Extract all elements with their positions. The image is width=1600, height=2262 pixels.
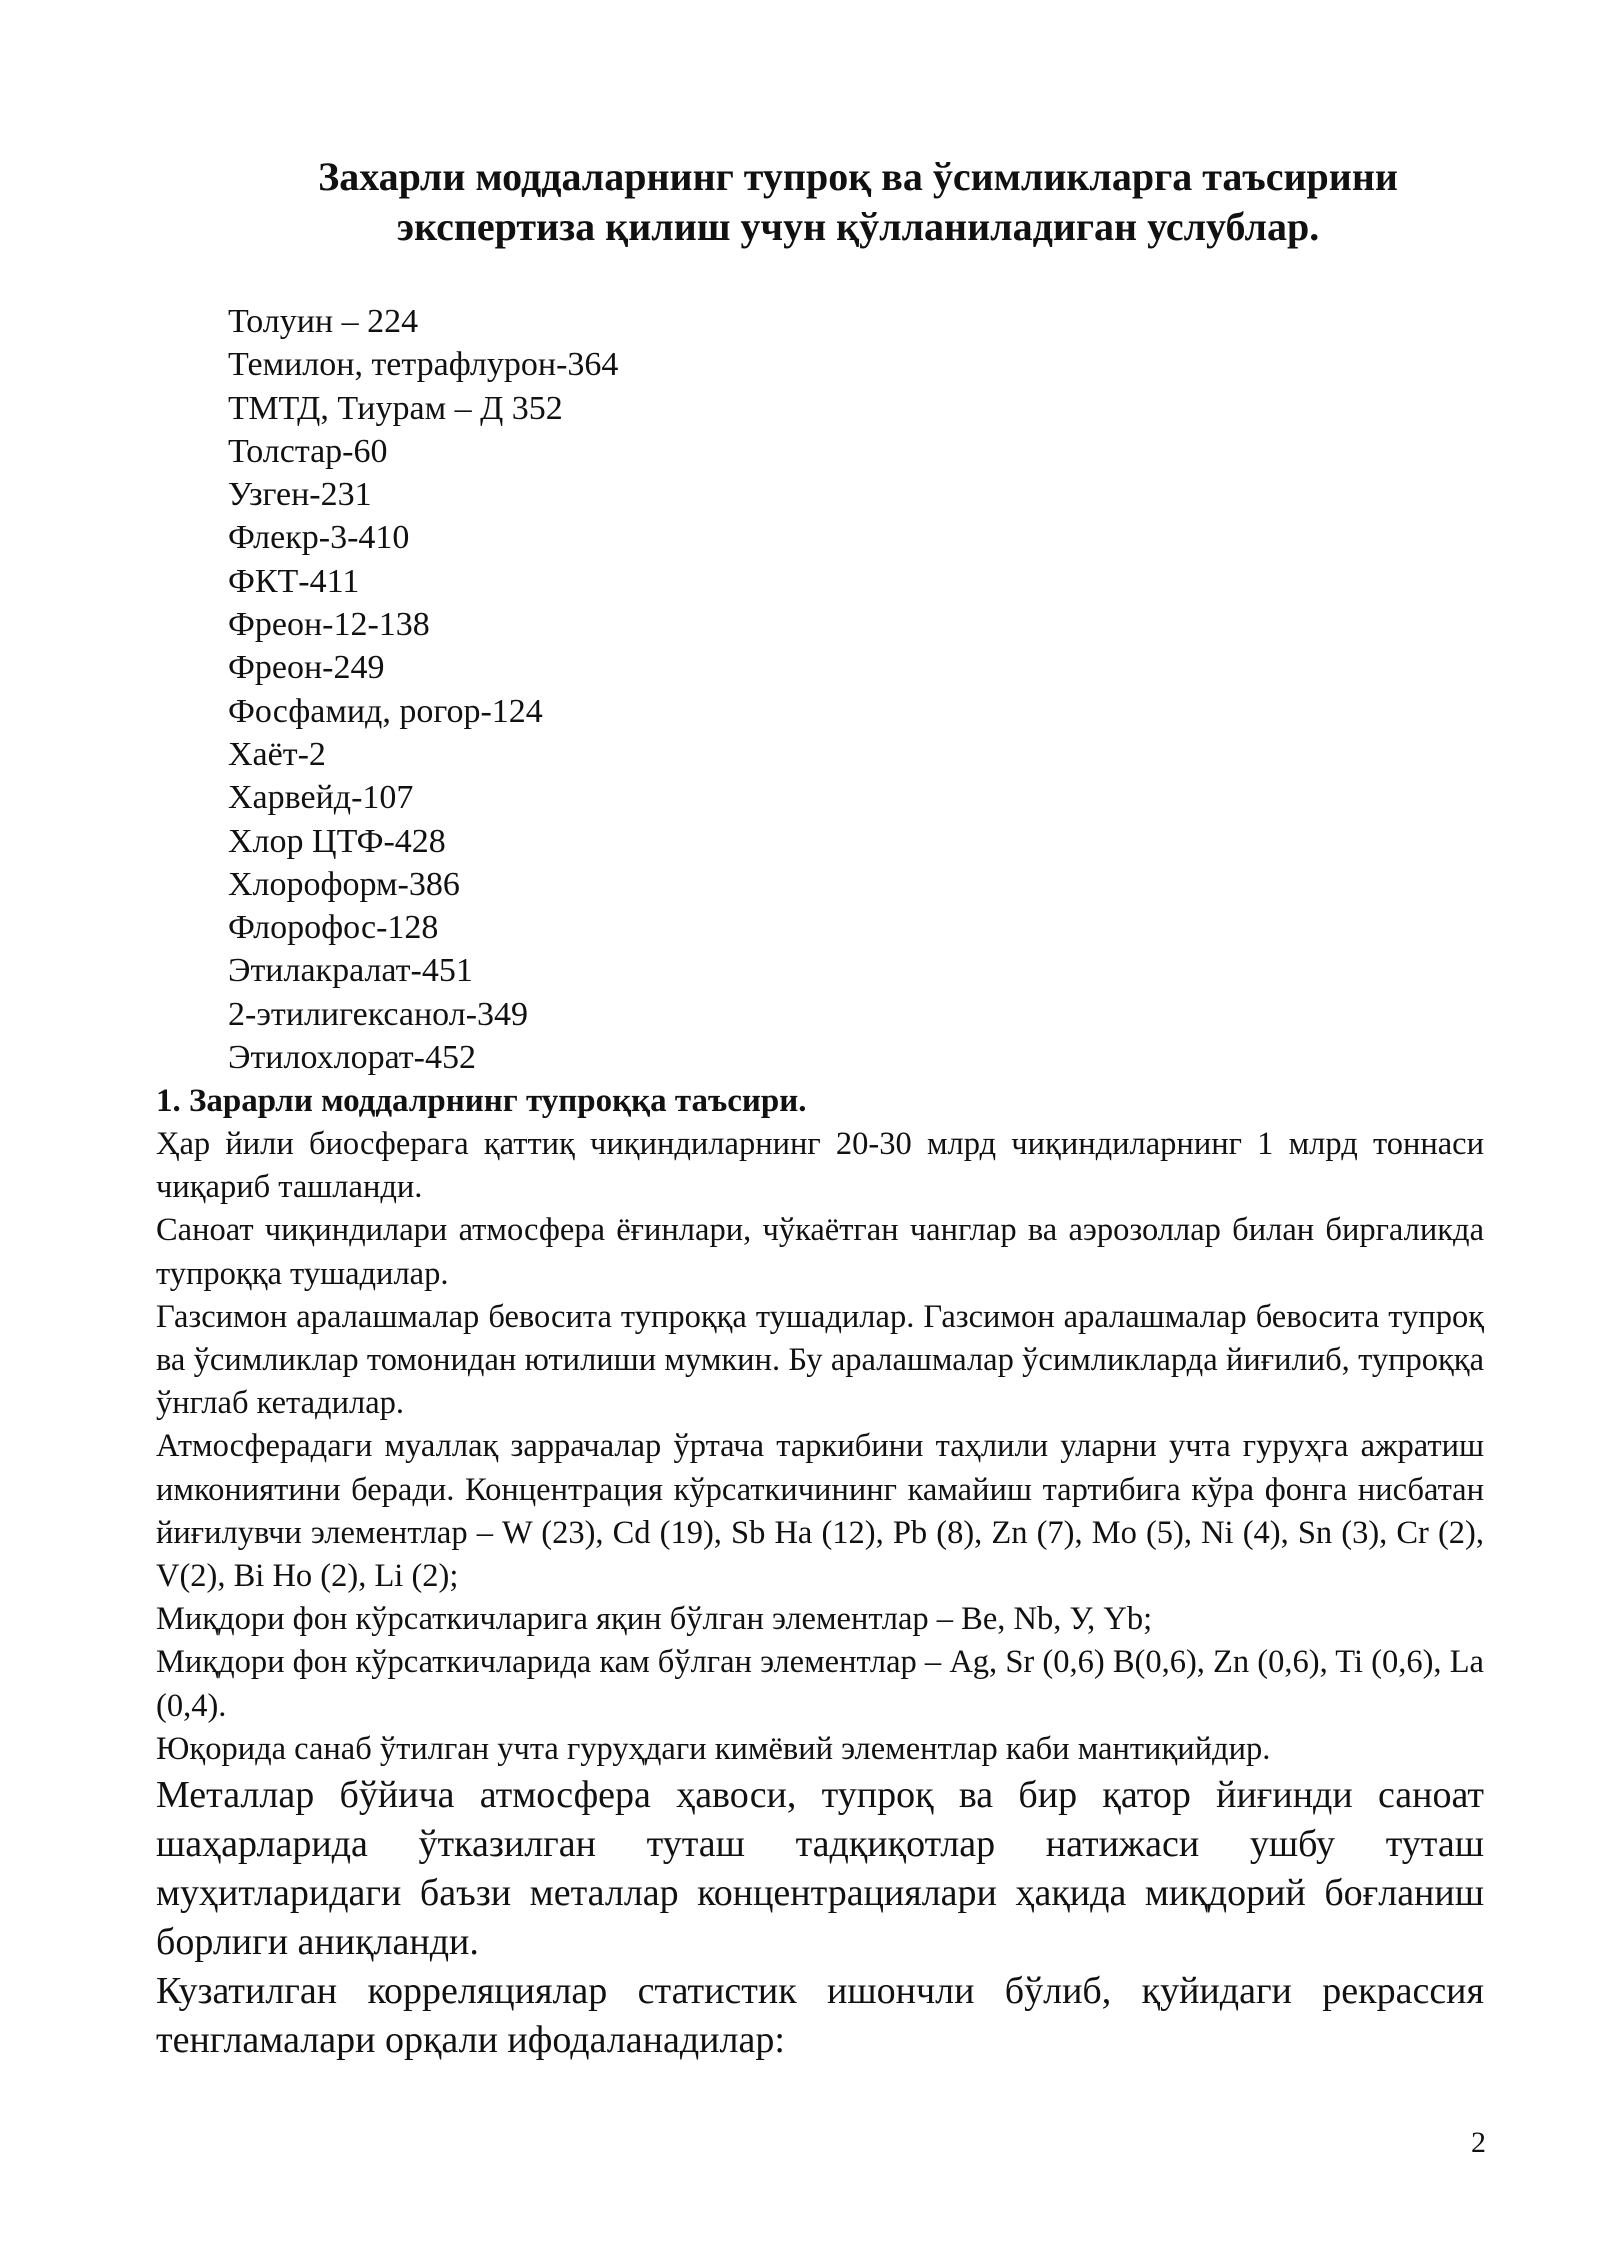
- list-item: ТМТД, Тиурам – Д 352: [228, 389, 563, 427]
- paragraph-large: Металлар бўйича атмосфера ҳавоси, тупроқ ва бир қатор йиғинди саноат шаҳарларида ўтказилган туташ тадқиқотлар натижаси ушбу туташ муҳитларидаги баъзи металлар концентрациялари ҳақида миқдорий боғланиш борлиги аниқланди.: [156, 1774, 1484, 1964]
- list-item: Хаёт-2: [228, 735, 326, 773]
- title-line-2: экспертиза қилиш учун қўлланиладиган услублар.: [396, 204, 1320, 249]
- list-item: Этилохлорат-452: [228, 1039, 476, 1077]
- list-item: Темилон, тетрафлурон-364: [228, 346, 619, 384]
- list-item: Хлороформ-386: [228, 865, 460, 903]
- document-body: [156, 1080, 1484, 2065]
- list-item: ФКТ-411: [228, 562, 360, 600]
- paragraph: Миқдори фон кўрсаткичларида кам бўлган элементлар – Ag, Sr (0,6) B(0,6), Zn (0,6), Ti (0,6), La (0,4).: [156, 1644, 1484, 1724]
- list-item: Фреон-249: [228, 649, 385, 687]
- list-item: Толстар-60: [228, 432, 388, 470]
- paragraph: Атмосферадаги муаллақ заррачалар ўртача таркибини таҳлили уларни учта гуруҳга ажратиш имкониятини беради. Концентрация кўрсаткичининг камайиш тартибига кўра фонга нисбатан йиғилувчи элементлар – W (23), Cd (19), Sb Ha (12), Pb (8), Zn (7), Mo (5), Ni (4), Sn (3), Cr (2), V(2), Bi Ho (2), Li (2);: [156, 1428, 1484, 1595]
- list-item: Фосфамид, рогор-124: [228, 692, 543, 730]
- list-item: Узген-231: [228, 476, 372, 514]
- document-title: [156, 152, 1560, 252]
- paragraph: Ҳар йили биосферага қаттиқ чиқиндиларнинг 20-30 млрд чиқиндиларнинг 1 млрд тоннаси чиқариб ташланди.: [156, 1126, 1484, 1206]
- list-item: Флорофос-128: [228, 909, 439, 947]
- list-item: Фреон-12-138: [228, 606, 430, 644]
- substance-list: [228, 300, 618, 1079]
- section-heading: 1. Зарарли моддалрнинг тупроққа таъсири.: [156, 1083, 807, 1119]
- page-number: 2: [1471, 2126, 1486, 2159]
- list-item: 2-этилигексанол-349: [228, 995, 529, 1033]
- list-item: Этилакралат-451: [228, 952, 473, 990]
- paragraph-large: Кузатилган корреляциялар статистик ишончли бўлиб, қуйидаги рекрассия тенгламалари орқали ифодаланадилар:: [156, 1970, 1484, 2062]
- list-item: Харвейд-107: [228, 779, 414, 817]
- paragraph: Газсимон аралашмалар бевосита тупроққа тушадилар. Газсимон аралашмалар бевосита тупроқ ва ўсимликлар томонидан ютилиши мумкин. Бу аралашмалар ўсимликларда йиғилиб, тупроққа ўнглаб кетадилар.: [156, 1298, 1484, 1422]
- list-item: Хлор ЦТФ-428: [228, 822, 446, 860]
- title-line-1: Захарли моддаларнинг тупроқ ва ўсимликларга таъсирини: [318, 154, 1398, 199]
- list-item: Толуин – 224: [228, 303, 419, 340]
- list-item: Флекр-3-410: [228, 519, 410, 557]
- paragraph: Юқорида санаб ўтилган учта гуруҳдаги кимёвий элементлар каби мантиқийдир.: [156, 1730, 1271, 1767]
- paragraph: Саноат чиқиндилари атмосфера ёғинлари, чўкаётган чанглар ва аэрозоллар билан биргаликда тупроққа тушадилар.: [156, 1212, 1484, 1292]
- paragraph: Миқдори фон кўрсаткичларига яқин бўлган элементлар – Be, Nb, У, Yb;: [156, 1601, 1153, 1638]
